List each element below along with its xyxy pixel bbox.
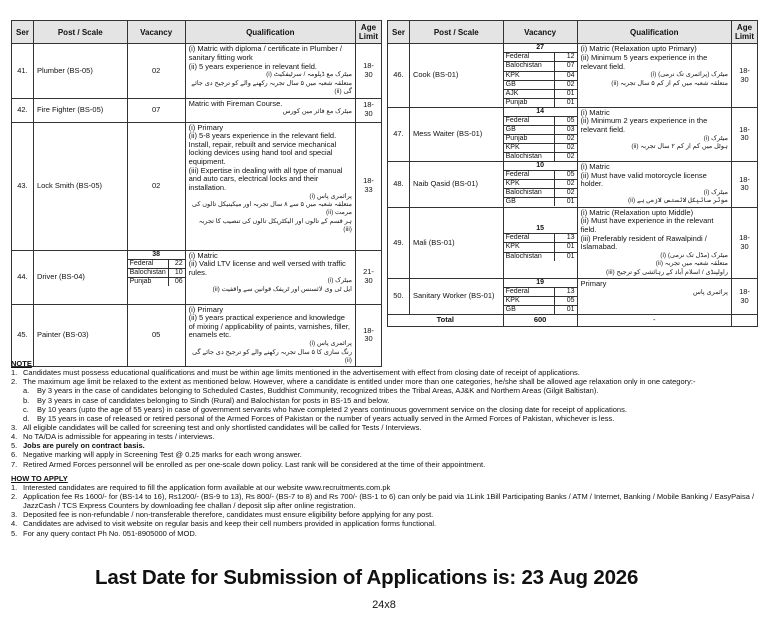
row-post: Mess Waiter (BS-01) <box>409 107 503 161</box>
vacancy-total: 19 <box>536 279 544 287</box>
vacancy-total: 14 <box>536 107 544 115</box>
row-vacancy-split <box>503 207 577 278</box>
apply-text: Deposited fee is non-refundable / non-transferable therefore, candidates must ensure eligibility before applying for any post. <box>23 510 434 520</box>
vacancy-place: Balochistan <box>504 152 555 161</box>
row-vacancy: 02 <box>127 122 185 250</box>
urdu-line: متعلقہ شعبہ میں کم از کم ۵ سال تجربہ (ii) <box>611 79 728 87</box>
vacancy-place: Balochistan <box>504 189 555 198</box>
vacancy-place: GB <box>504 198 555 207</box>
row-qualification <box>185 122 355 250</box>
vacancy-total: 27 <box>536 44 544 52</box>
header-vacancy: Vacancy <box>503 21 577 44</box>
vacancy-place: Balochistan <box>504 62 555 71</box>
note-item <box>11 441 756 450</box>
table-row <box>12 44 382 98</box>
total-label: Total <box>388 315 504 327</box>
vacancy-count: 02 <box>555 143 577 152</box>
vacancy-place: KPK <box>504 71 555 80</box>
urdu-line: متعلقہ شعبہ میں ۵ سے ۸ سال تجربہ اور میکینیکل تالوں کی مرمت (ii) <box>191 201 352 217</box>
row-post: Painter (BS-03) <box>33 304 127 367</box>
note-item <box>11 377 756 386</box>
note-subitem <box>11 386 756 395</box>
qual-line: (iii) Preferably resident of Rawalpindi / Islamabad. <box>580 233 707 252</box>
vacancy-count: 03 <box>555 125 577 134</box>
vacancy-place: Federal <box>504 116 555 125</box>
apply-heading: HOW TO APPLY <box>11 473 68 483</box>
notes-section <box>11 359 756 538</box>
vacancy-place: Punjab <box>128 277 169 286</box>
qual-line: (i) Primary <box>188 122 224 132</box>
table-row <box>388 207 758 278</box>
urdu-line: رنگ سازی کا ۵ سال تجربہ رکھنے والے کو ترجیح دی جائے گی (ii) <box>192 348 352 364</box>
row-ser: 49. <box>388 207 410 278</box>
ad-size-label: 24x8 <box>372 599 396 611</box>
note-number: 2. <box>11 377 18 387</box>
vacancy-count: 05 <box>555 116 577 125</box>
urdu-line: میٹرک (مڈل تک نرمی) (i) <box>660 251 728 259</box>
vacancy-split-table <box>504 108 577 161</box>
note-text: By 3 years in case of candidates belonging to Sindh (Rural) and Balochistan for posts in BS-15 and below. <box>37 395 390 405</box>
vacancy-place: KPK <box>504 180 555 189</box>
qual-line: (ii) Must have experience in the relevant field. <box>580 216 714 234</box>
apply-number: 1. <box>11 482 18 492</box>
vacancy-count: 01 <box>555 243 577 252</box>
note-text: By 3 years in the case of candidates belonging to Scheduled Castes, Buddhist Community, recognized tribes the Tribal Areas, AJ&K and Northern Areas (Gilgit Baltistan). <box>37 386 599 396</box>
row-vacancy: 07 <box>127 98 185 122</box>
urdu-line: پرائمری پاس (i) <box>309 192 352 200</box>
note-number: 5. <box>11 441 18 451</box>
row-vacancy: 05 <box>127 304 185 367</box>
vacancy-count: 12 <box>555 53 577 62</box>
qual-line: (i) Matric (Relaxation upto Primary) <box>580 44 697 54</box>
note-letter: c. <box>23 404 29 414</box>
vacancy-split-table <box>504 279 577 314</box>
note-text: Jobs are purely on contract basis. <box>23 441 145 451</box>
urdu-line: ایل ٹی وی لائسنس اور ٹریفک قوانین سے واقفیت (ii) <box>212 285 352 293</box>
note-heading: NOTE <box>11 359 32 368</box>
urdu-line: پرائمری پاس <box>693 288 728 296</box>
note-text: By 15 years in case of released or retired personal of the Armed Forces of Pakistan or the number of years actually served in the Armed Forces of Pakistan, whichever is less. <box>37 413 615 423</box>
row-qualification <box>577 161 731 207</box>
row-qualification <box>185 250 355 304</box>
vacancy-count: 10 <box>168 268 184 277</box>
vacancy-count: 01 <box>555 252 577 261</box>
row-age: 21-30 <box>355 250 381 304</box>
vacancy-split-table <box>504 44 577 106</box>
row-qualification <box>577 107 731 161</box>
qual-line: Primary <box>580 279 607 289</box>
row-vacancy: 02 <box>127 44 185 98</box>
apply-item <box>11 519 756 528</box>
vacancy-place: Punjab <box>504 134 555 143</box>
qual-line: (ii) 5 years practical experience and knowledge of mixing / applicability of paints, varnishes, filler, enamels etc. <box>188 313 350 340</box>
apply-number: 4. <box>11 519 18 529</box>
vacancy-count: 01 <box>555 89 577 98</box>
qual-line: (ii) Minimum 5 years experience in the relevant field. <box>580 53 708 71</box>
vacancy-place: Balochistan <box>504 252 555 261</box>
note-item <box>11 423 756 432</box>
row-age: 18-30 <box>355 304 381 367</box>
vacancy-count: 01 <box>555 306 577 315</box>
apply-text: For any query contact Ph No. 051-8905000 of MOD. <box>23 528 197 538</box>
row-age: 18-30 <box>355 44 381 98</box>
vacancy-count: 01 <box>555 98 577 107</box>
table-row <box>388 161 758 207</box>
header-qualification: Qualification <box>577 21 731 44</box>
note-text: Retired Armed Forces personnel will be enrolled as per one-scale down policy. Last rank will be considered at the time of their appointment. <box>23 459 486 469</box>
row-post: Plumber (BS-05) <box>33 44 127 98</box>
row-age: 18-33 <box>355 122 381 250</box>
qual-line: (i) Matric <box>188 250 218 260</box>
apply-number: 5. <box>11 528 18 538</box>
note-text: Candidates must possess educational qualifications and must be within age limits mentioned in the advertisement with effect from closing date of receipt of applications. <box>23 368 580 378</box>
row-age: 18-30 <box>731 279 757 315</box>
header-ser: Ser <box>12 21 34 44</box>
note-text: The maximum age limit be relaxed to the extent as mentioned below. However, where a candidate is entitled under more than one categories, he/she shall be allowed age relaxation only in one category:- <box>23 377 696 387</box>
vacancy-count: 04 <box>555 71 577 80</box>
row-ser: 47. <box>388 107 410 161</box>
vacancy-place: Federal <box>504 288 555 297</box>
table-row <box>388 44 758 107</box>
right-jobs-table <box>387 20 758 327</box>
apply-text: Application fee Rs 1600/- for (BS-14 to 16), Rs1200/- (BS-9 to 13), Rs 800/- (BS-7 to 8) and Rs 700/- (BS-1 to 6) can only be paid via 1Link 1Bill Participating Banks / ATM / Internet, Banking / Mobile Banking / EasyPaisa / JazzCash / TCS Express Counters by downloading fee challan / deposit slip after online registration. <box>23 491 755 511</box>
header-age: Age Limit <box>731 21 757 44</box>
vacancy-place: AJK <box>504 89 555 98</box>
qual-line: (ii) Minimum 2 years experience in the relevant field. <box>580 116 708 134</box>
note-item <box>11 450 756 459</box>
vacancy-total: 38 <box>152 250 161 258</box>
note-subitem <box>11 396 756 405</box>
vacancy-count: 05 <box>555 171 577 180</box>
vacancy-place: Federal <box>504 53 555 62</box>
row-age: 18-30 <box>731 44 757 107</box>
urdu-line: متعلقہ شعبہ میں تجربہ (ii) <box>655 260 728 268</box>
vacancy-place: KPK <box>504 143 555 152</box>
header-vacancy: Vacancy <box>127 21 185 44</box>
qual-line: (i) Matric <box>580 161 610 171</box>
urdu-line: میٹرک (i) <box>703 134 728 142</box>
row-ser: 45. <box>12 304 34 367</box>
header-age: Age Limit <box>355 21 381 44</box>
table-row <box>12 122 382 250</box>
table-header-row <box>12 21 382 44</box>
vacancy-count: 02 <box>555 80 577 89</box>
table-row <box>12 98 382 122</box>
urdu-line: میٹرک (i) <box>703 188 728 196</box>
note-subitem <box>11 405 756 414</box>
urdu-line: راولپنڈی / اسلام آباد کے رہائشی کو ترجیح (iii) <box>606 268 728 276</box>
apply-item <box>11 492 756 510</box>
row-vacancy-split <box>503 107 577 161</box>
vacancy-count: 02 <box>555 152 577 161</box>
vacancy-place: GB <box>504 80 555 89</box>
note-text: No TA/DA is admissible for appearing in tests / interviews. <box>23 432 215 442</box>
row-ser: 44. <box>12 250 34 304</box>
qual-line: (i) Matric <box>580 107 610 117</box>
note-number: 7. <box>11 459 18 469</box>
qual-line: (ii) Valid LTV license and well versed with traffic rules. <box>188 259 346 277</box>
total-dash: - <box>577 315 731 327</box>
vacancy-count: 07 <box>555 62 577 71</box>
qual-line: (i) Matric with diploma / certificate in Plumber / sanitary fitting work <box>188 44 342 62</box>
row-qualification <box>185 98 355 122</box>
row-qualification <box>577 44 731 107</box>
urdu-line: میٹرک مع فائر مین کورس <box>282 108 352 116</box>
row-qualification <box>577 207 731 278</box>
row-ser: 41. <box>12 44 34 98</box>
row-post: Cook (BS-01) <box>409 44 503 107</box>
table-row <box>12 250 382 304</box>
row-post: Driver (BS-04) <box>33 250 127 304</box>
vacancy-count: 02 <box>555 180 577 189</box>
note-item <box>11 460 756 469</box>
table-row <box>12 304 382 367</box>
vacancy-place: Federal <box>504 234 555 243</box>
qual-line: (i) Matric (Relaxation upto Middle) <box>580 207 694 217</box>
vacancy-total: 15 <box>536 225 544 233</box>
row-age: 18-30 <box>355 98 381 122</box>
note-text: Negative marking will apply in Screening Test @ 0.25 marks for each wrong answer. <box>23 450 302 460</box>
urdu-line: میٹرک مع ڈپلومہ / سرٹیفکیٹ (i) <box>266 71 352 79</box>
row-ser: 42. <box>12 98 34 122</box>
urdu-line: میٹرک (i) <box>327 277 352 285</box>
urdu-line: متعلقہ شعبہ میں ۵ سال تجربہ رکھنے والے کو ترجیح دی جائے گی (ii) <box>191 79 352 96</box>
urdu-line: پرائمری پاس (i) <box>309 340 352 348</box>
row-age: 18-30 <box>731 207 757 278</box>
note-letter: d. <box>23 413 30 423</box>
vacancy-split-table <box>504 225 577 260</box>
vacancy-count: 02 <box>555 189 577 198</box>
row-age: 18-30 <box>731 161 757 207</box>
row-vacancy-split <box>503 161 577 207</box>
last-date-banner: Last Date for Submission of Applications is: 23 Aug 2026 <box>95 566 639 589</box>
apply-text: Candidates are advised to visit website on regular basis and keep their cell numbers provided in application forms functional. <box>23 519 437 529</box>
vacancy-place: KPK <box>504 297 555 306</box>
row-qualification <box>577 279 731 315</box>
row-ser: 50. <box>388 279 410 315</box>
note-item <box>11 368 756 377</box>
row-ser: 43. <box>12 122 34 250</box>
header-qualification: Qualification <box>185 21 355 44</box>
vacancy-place: Punjab <box>504 98 555 107</box>
total-age-blank <box>731 315 757 327</box>
header-ser: Ser <box>388 21 410 44</box>
note-number: 1. <box>11 368 18 378</box>
row-qualification <box>185 304 355 367</box>
row-vacancy-split <box>503 44 577 107</box>
apply-number: 2. <box>11 491 18 501</box>
total-row <box>388 315 758 327</box>
row-post: Fire Fighter (BS-05) <box>33 98 127 122</box>
qual-line: Matric with Fireman Course. <box>188 98 283 108</box>
vacancy-split-table <box>504 162 577 206</box>
qual-line: (ii) 5 years experience in relevant field. <box>188 61 318 71</box>
vacancy-count: 13 <box>555 288 577 297</box>
vacancy-place: Balochistan <box>128 268 169 277</box>
note-number: 4. <box>11 432 18 442</box>
table-row <box>388 107 758 161</box>
apply-item <box>11 529 756 538</box>
row-ser: 46. <box>388 44 410 107</box>
note-letter: a. <box>23 386 30 396</box>
urdu-line: ہر قسم کے تالوں اور الیکٹریکل تالوں کی تنصیب کا تجربہ (iii) <box>198 217 352 234</box>
apply-item <box>11 510 756 519</box>
row-post: Mali (BS-01) <box>409 207 503 278</box>
row-ser: 48. <box>388 161 410 207</box>
urdu-line: میٹرک (پرائمری تک نرمی) (i) <box>650 71 728 79</box>
vacancy-place: GB <box>504 306 555 315</box>
qual-line: (i) Primary <box>188 304 224 314</box>
vacancy-total: 10 <box>536 161 544 169</box>
header-post: Post / Scale <box>409 21 503 44</box>
apply-text: Interested candidates are required to fill the application form available at our website www.recruitments.com.pk <box>23 482 391 492</box>
vacancy-place: KPK <box>504 243 555 252</box>
row-vacancy-split <box>127 250 185 304</box>
vacancy-place: Federal <box>128 259 169 268</box>
total-value: 600 <box>503 315 577 327</box>
note-number: 3. <box>11 422 18 432</box>
left-jobs-table <box>11 20 382 367</box>
qual-line: (iii) Expertise in dealing with all type of manual and auto cars, electrical locks and their installation. <box>188 165 343 192</box>
note-letter: b. <box>23 395 30 405</box>
vacancy-split-table <box>128 251 185 286</box>
apply-number: 3. <box>11 510 18 520</box>
note-text: By 10 years (upto the age of 55 years) in case of government servants who have completed 2 years continuous government service on the closing date for receipt of applications. <box>37 404 627 414</box>
urdu-line: ہوٹل میں کم از کم ۲ سال تجربہ (ii) <box>631 143 728 151</box>
vacancy-count: 02 <box>555 134 577 143</box>
vacancy-count: 06 <box>168 277 184 286</box>
vacancy-count: 22 <box>168 259 184 268</box>
vacancy-place: Federal <box>504 171 555 180</box>
row-post: Lock Smith (BS-05) <box>33 122 127 250</box>
vacancy-count: 01 <box>555 198 577 207</box>
header-post: Post / Scale <box>33 21 127 44</box>
vacancy-count: 13 <box>555 234 577 243</box>
row-post: Naib Qasid (BS-01) <box>409 161 503 207</box>
note-text: All eligible candidates will be called for screening test and only shortlisted candidates will be called for Tests / Interviews. <box>23 422 422 432</box>
qual-line: (ii) 5-8 years experience in the relevant field. Install, repair, rebuilt and service mechanical locking devices using hand tool and special equipment. <box>188 131 337 167</box>
vacancy-count: 05 <box>555 297 577 306</box>
row-qualification <box>185 44 355 98</box>
table-header-row <box>388 21 758 44</box>
note-item <box>11 432 756 441</box>
note-subitem <box>11 414 756 423</box>
urdu-line: موٹر سائیکل لائسنس لازمی ہے (ii) <box>627 197 728 205</box>
note-number: 6. <box>11 450 18 460</box>
table-row <box>388 279 758 315</box>
row-vacancy-split <box>503 279 577 315</box>
vacancy-place: GB <box>504 125 555 134</box>
row-post: Sanitary Worker (BS-01) <box>409 279 503 315</box>
apply-item <box>11 483 756 492</box>
qual-line: (ii) Must have valid motorcycle license holder. <box>580 170 707 189</box>
row-age: 18-30 <box>731 107 757 161</box>
